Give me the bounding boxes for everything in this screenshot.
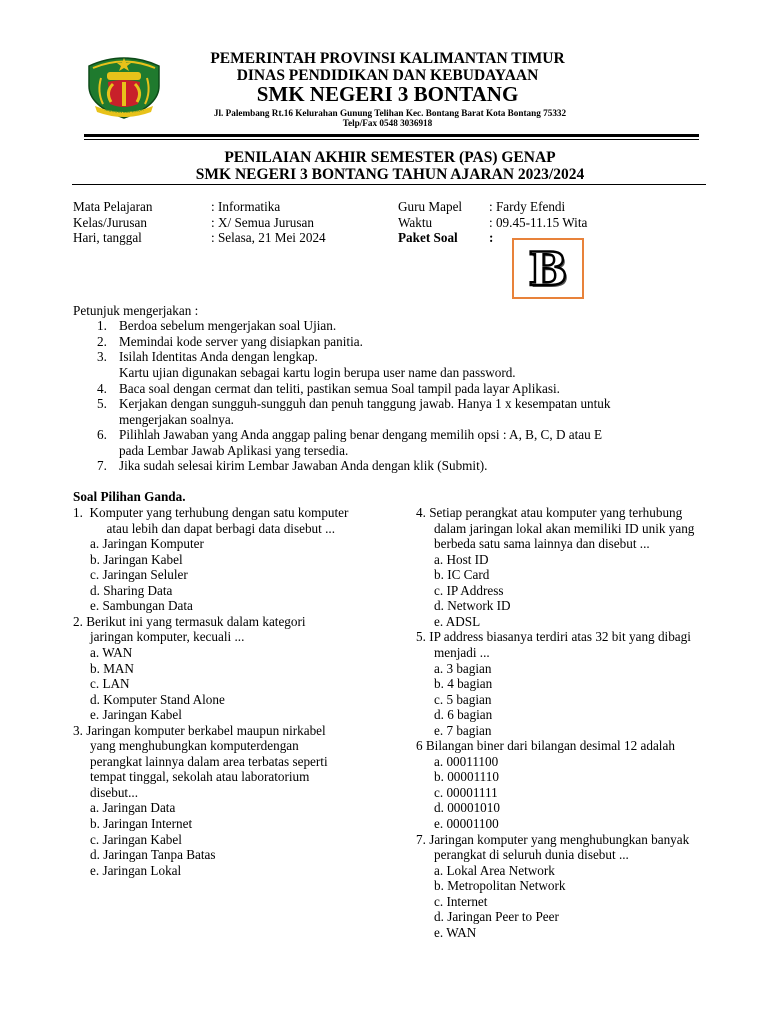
- answer-option: d. Komputer Stand Alone: [90, 691, 225, 707]
- answer-option: b. Metropolitan Network: [434, 878, 566, 894]
- question-stem: 2. Berikut ini yang termasuk dalam kategori: [73, 613, 306, 629]
- answer-option: a. Jaringan Data: [90, 800, 176, 816]
- package-colon: :: [489, 230, 494, 245]
- instruction-number: 3.: [97, 349, 107, 364]
- letterhead-thin-rule: [84, 139, 699, 140]
- instructions-title: Petunjuk mengerjakan :: [73, 303, 199, 318]
- answer-option: e. 7 bagian: [434, 722, 492, 738]
- teacher-label: Guru Mapel: [398, 199, 463, 214]
- answer-option: dalam jaringan lokal akan memiliki ID unik yang: [434, 520, 695, 536]
- answer-option: c. Internet: [434, 893, 488, 909]
- teacher-value: : Fardy Efendi: [489, 199, 566, 214]
- answer-option: c. 00001111: [434, 784, 498, 800]
- question-stem: 1. Komputer yang terhubung dengan satu komputer: [73, 505, 349, 520]
- question-stem: 5. IP address biasanya terdiri atas 32 bit yang dibagi: [416, 629, 691, 645]
- answer-option: d. 00001010: [434, 800, 500, 816]
- question-stem: 6 Bilangan biner dari bilangan desimal 12 adalah: [416, 738, 675, 754]
- instruction-number: 5.: [97, 396, 107, 411]
- date-label: Hari, tanggal: [73, 230, 142, 245]
- instruction-text: Isilah Identitas Anda dengan lengkap.: [119, 349, 318, 364]
- logo-ribbon-text: KALIMANTAN TIMUR: [104, 106, 144, 115]
- answer-option: c. IP Address: [434, 582, 504, 598]
- answer-option: b. IC Card: [434, 567, 490, 583]
- answer-option: b. 00001110: [434, 769, 499, 785]
- instruction-text: Jika sudah selesai kirim Lembar Jawaban Anda dengan klik (Submit).: [119, 458, 488, 473]
- answer-option: a. Host ID: [434, 551, 489, 567]
- answer-option: c. LAN: [90, 676, 130, 692]
- answer-option: c. Jaringan Kabel: [90, 831, 182, 847]
- provincial-logo: [83, 48, 165, 120]
- answer-option: menjadi ...: [434, 644, 490, 660]
- instruction-text: Berdoa sebelum mengerjakan soal Ujian.: [119, 318, 337, 333]
- answer-option: d. Jaringan Peer to Peer: [434, 909, 559, 925]
- answer-option: perangkat di seluruh dunia disebut ...: [434, 847, 629, 863]
- answer-option: a. Lokal Area Network: [434, 862, 555, 878]
- answer-option: e. ADSL: [434, 613, 481, 629]
- instruction-text: mengerjakan soalnya.: [119, 412, 234, 427]
- question-stem: 7. Jaringan komputer yang menghubungkan banyak: [416, 831, 690, 847]
- answer-option: e. 00001100: [434, 816, 499, 831]
- subject-label: Mata Pelajaran: [73, 199, 153, 214]
- answer-option: e. Jaringan Kabel: [90, 707, 182, 723]
- class-label: Kelas/Jurusan: [73, 215, 147, 230]
- answer-option: d. Sharing Data: [90, 582, 173, 598]
- answer-option: d. Jaringan Tanpa Batas: [90, 847, 216, 863]
- answer-option: perangkat lainnya dalam area terbatas seperti: [90, 753, 328, 769]
- title-rule: [72, 184, 706, 185]
- answer-option: d. Network ID: [434, 598, 511, 614]
- instruction-text: Memindai kode server yang disiapkan panitia.: [119, 334, 363, 349]
- answer-option: a. 00011100: [434, 753, 499, 769]
- question-stem: 3. Jaringan komputer berkabel maupun nirkabel: [73, 722, 326, 738]
- answer-option: c. Jaringan Seluler: [90, 567, 188, 583]
- answer-option: yang menghubungkan komputerdengan: [90, 738, 299, 754]
- answer-option: b. Jaringan Kabel: [90, 551, 183, 567]
- date-value: : Selasa, 21 Mei 2024: [211, 230, 326, 245]
- header-school-name: SMK NEGERI 3 BONTANG: [256, 82, 519, 106]
- answer-option: e. WAN: [434, 924, 477, 940]
- answer-option: c. 5 bagian: [434, 691, 492, 707]
- answer-option: tempat tinggal, sekolah atau laboratorium: [90, 769, 310, 785]
- section-title: Soal Pilihan Ganda.: [73, 489, 186, 504]
- time-value: : 09.45-11.15 Wita: [489, 215, 588, 230]
- instruction-number: 7.: [97, 458, 107, 473]
- header-government: PEMERINTAH PROVINSI KALIMANTAN TIMUR: [210, 50, 565, 67]
- instruction-text: Pilihlah Jawaban yang Anda anggap paling benar dengang memilih opsi : A, B, C, D atau E: [119, 427, 603, 442]
- instruction-text: pada Lembar Jawab Aplikasi yang tersedia.: [119, 443, 349, 458]
- package-box: [512, 238, 584, 299]
- question-stem: 4. Setiap perangkat atau komputer yang terhubung: [416, 505, 683, 520]
- instruction-number: 1.: [97, 318, 107, 333]
- answer-option: e. Sambungan Data: [90, 598, 193, 614]
- subject-value: : Informatika: [211, 199, 281, 214]
- instruction-number: 4.: [97, 381, 107, 396]
- time-label: Waktu: [398, 215, 433, 230]
- answer-option: disebut...: [90, 784, 138, 800]
- exam-title: PENILAIAN AKHIR SEMESTER (PAS) GENAP: [224, 149, 556, 166]
- instruction-text: Baca soal dengan cermat dan teliti, pastikan semua Soal tampil pada layar Aplikasi.: [119, 381, 560, 396]
- answer-option: berbeda satu sama lainnya dan disebut ...: [434, 536, 650, 552]
- answer-option: b. 4 bagian: [434, 676, 493, 692]
- letterhead-thick-rule: [84, 134, 699, 137]
- header-department: DINAS PENDIDIKAN DAN KEBUDAYAAN: [236, 67, 539, 84]
- answer-option: atau lebih dan dapat berbagi data disebut ...: [90, 520, 335, 536]
- package-label: Paket Soal: [398, 230, 458, 245]
- answer-option: jaringan komputer, kecuali ...: [90, 629, 245, 645]
- exam-subtitle: SMK NEGERI 3 BONTANG TAHUN AJARAN 2023/2024: [195, 166, 585, 183]
- answer-option: a. 3 bagian: [434, 660, 492, 676]
- instruction-number: 2.: [97, 334, 107, 349]
- answer-option: e. Jaringan Lokal: [90, 862, 182, 878]
- instruction-text: Kartu ujian digunakan sebagai kartu login berupa user name dan password.: [119, 365, 516, 380]
- class-value: : X/ Semua Jurusan: [211, 215, 314, 230]
- package-letter: B: [528, 241, 568, 296]
- answer-option: a. WAN: [90, 644, 133, 660]
- answer-option: b. MAN: [90, 660, 134, 676]
- answer-option: b. Jaringan Internet: [90, 816, 193, 831]
- header-phone: Telp/Fax 0548 3036918: [342, 118, 433, 128]
- answer-option: d. 6 bagian: [434, 707, 493, 723]
- header-address: Jl. Palembang Rt.16 Kelurahan Gunung Telihan Kec. Bontang Barat Kota Bontang 75332: [213, 108, 567, 118]
- answer-option: a. Jaringan Komputer: [90, 536, 204, 552]
- instruction-number: 6.: [97, 427, 107, 442]
- instruction-text: Kerjakan dengan sungguh-sungguh dan penuh tanggung jawab. Hanya 1 x kesempatan untuk: [119, 396, 611, 411]
